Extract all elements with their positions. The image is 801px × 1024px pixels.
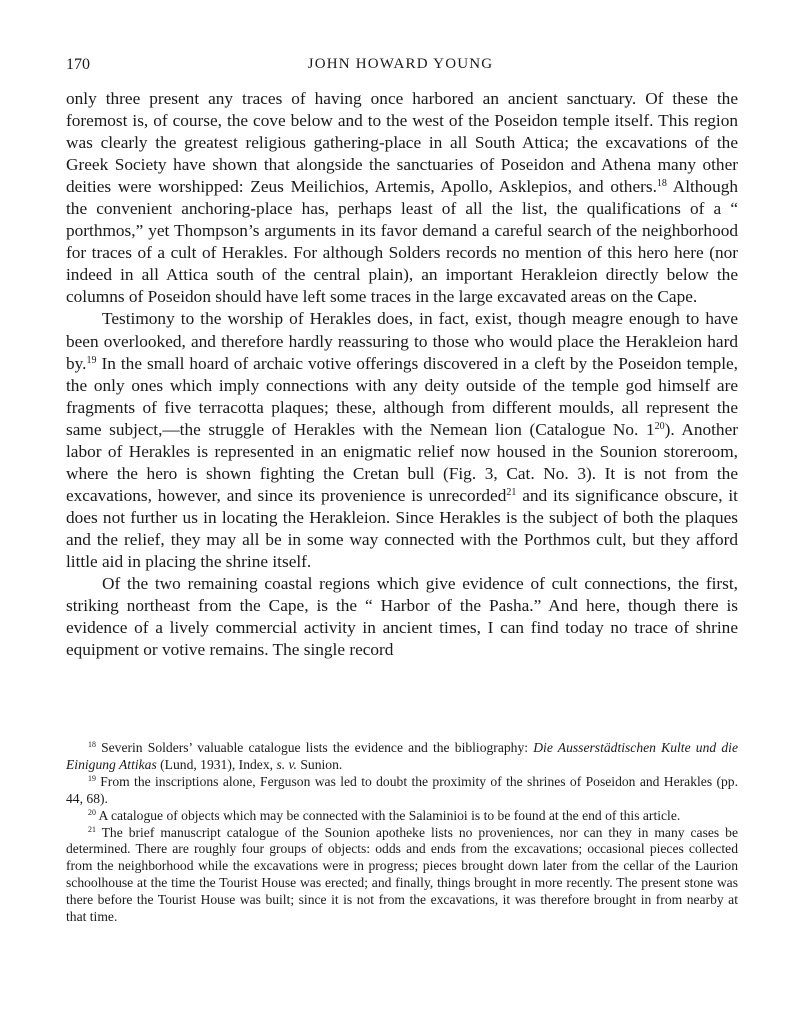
paragraph-2 bbox=[66, 308, 738, 573]
page-number: 170 bbox=[66, 56, 90, 73]
footnote-text: Sunion. bbox=[296, 756, 343, 772]
footnote-number: 21 bbox=[88, 824, 96, 834]
paragraph-3-text: Of the two remaining coastal regions which give evidence of cult connections, the first, striking northeast from the Cape, is the “ Harbor of the Pasha.” And here, though there is evidence of a lively commercial activity in ancient times, I can find today no trace of shrine equipment or votive remains. The single record bbox=[66, 574, 738, 660]
footnote-21 bbox=[66, 825, 738, 926]
footnote-book-title: Die Ausserstädtischen Kulte und die Einigung Attikas bbox=[66, 740, 738, 772]
main-text bbox=[66, 88, 738, 661]
paragraph-1 bbox=[66, 88, 738, 308]
paragraph-2-text-a: Testimony to the worship of Herakles does, in fact, exist, though meagre enough to have been overlooked, and therefore hardly reassuring to those who would place the Herakleion hard by. bbox=[66, 309, 738, 373]
footnote-number: 19 bbox=[88, 773, 96, 783]
footnote-ref-20: 20 bbox=[654, 420, 665, 432]
footnote-19 bbox=[66, 774, 738, 808]
footnote-sub-verbo: s. v. bbox=[276, 756, 297, 772]
footnote-text: (Lund, 1931), Index, bbox=[156, 756, 277, 772]
paragraph-2-text-d: and its significance obscure, it does not further us in locating the Herakleion. Since Herakles is the subject of both the plaques and the relief, they may all be in some way connected with the Porthmos cult, but they afford little aid in placing the shrine itself. bbox=[66, 485, 738, 571]
paragraph-2-text-b: In the small hoard of archaic votive offerings discovered in a cleft by the Poseidon temple, the only ones which imply connections with any deity outside of the temple god himself are fragments of five terracotta plaques; these, although from different moulds, all represent the same subject,—the struggle of Herakles with the Nemean lion (Catalogue No. 1 bbox=[66, 353, 738, 439]
running-head: JOHN HOWARD YOUNG bbox=[307, 56, 494, 72]
footnote-ref-18: 18 bbox=[656, 177, 667, 189]
footnote-20 bbox=[66, 808, 738, 825]
footnote-text: The brief manuscript catalogue of the Sounion apotheke lists no proveniences, nor can they in many cases be determined. There are roughly four groups of objects: odds and ends from the excavations; occasional pieces collected from the neighborhood while the excavations were in progress; pieces brought down later from the cellar of the Laurion schoolhouse at the time the Tourist House was erected; and finally, things brought in more recently. The present stone was there before the Tourist House was built; since it is not from the excavations, it was therefore brought in from nearby at that time. bbox=[66, 824, 738, 925]
page-header bbox=[66, 54, 735, 78]
footnote-ref-19: 19 bbox=[86, 354, 97, 366]
footnote-text: A catalogue of objects which may be connected with the Salaminioi is to be found at the end of this article. bbox=[95, 807, 681, 823]
footnote-18 bbox=[66, 740, 738, 774]
footnote-ref-21: 21 bbox=[506, 486, 517, 498]
paragraph-3 bbox=[66, 573, 738, 661]
paragraph-1-text-b: Although the convenient anchoring-place has, perhaps least of all the list, the qualifications of a “ porthmos,” yet Thompson’s arguments in its favor demand a careful search of the neighborhood for traces of a cult of Herakles. For although Solders records no mention of this hero here (nor indeed in all Attica south of the central plain), an important Herakleion directly below the columns of Poseidon should have left some traces in the large excavated areas on the Cape. bbox=[66, 177, 738, 307]
footnote-text: From the inscriptions alone, Ferguson was led to doubt the proximity of the shrines of Poseidon and Herakles (pp. 44, 68). bbox=[66, 773, 738, 806]
footnotes bbox=[66, 740, 738, 926]
footnote-text: Severin Solders’ valuable catalogue lists the evidence and the bibliography: bbox=[95, 740, 534, 755]
paragraph-1-text-a: only three present any traces of having once harbored an ancient sanctuary. Of these the foremost is, of course, the cove below and to the west of the Poseidon temple itself. This region was clearly the greatest religious gathering-place in all South Attica; the excavations of the Greek Society have shown that alongside the sanctuaries of Poseidon and Athena many other deities were worshipped: Zeus Meilichios, Artemis, Apollo, Asklepios, and others. bbox=[66, 89, 738, 197]
paragraph-2-text-c: ). Another labor of Herakles is represented in an enigmatic relief now housed in the Sounion storeroom, where the hero is shown fighting the Cretan bull (Fig. 3, Cat. No. 3). It is not from the excavations, however, and since its provenience is unrecorded bbox=[66, 419, 738, 505]
footnote-number: 18 bbox=[88, 740, 96, 750]
footnote-number: 20 bbox=[88, 807, 96, 817]
